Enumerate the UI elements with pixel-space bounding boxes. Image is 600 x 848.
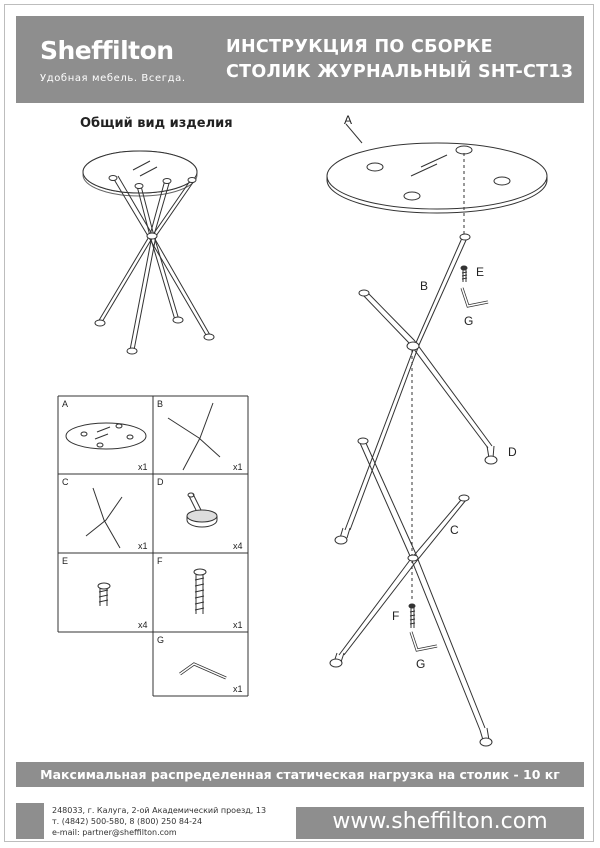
part-f-icon [194,569,206,614]
bolt-f-drawing [409,604,415,628]
part-g-qty: x1 [233,684,243,694]
title-line-2: СТОЛИК ЖУРНАЛЬНЫЙ SHT-CT13 [226,62,574,82]
callout-b: B [420,279,429,293]
part-a-qty: x1 [138,462,148,472]
part-d-icon [187,493,217,527]
leg-frame-c-drawing [330,438,492,746]
part-c-letter: C [62,477,69,487]
part-a-letter: A [62,399,69,409]
brand-tagline: Удобная мебель. Всегда. [40,73,186,84]
part-g-letter: G [157,635,165,645]
part-f-letter: F [157,556,163,566]
part-g-icon [180,664,226,678]
part-d-qty: x4 [233,541,243,551]
contact-address: 248033, г. Калуга, 2-ой Академический проезд, 13 [52,806,267,815]
callout-a: A [344,113,353,127]
exploded-glass-top [327,124,547,213]
contact-phones: т. (4842) 500-580, 8 (800) 250 84-24 [52,817,203,826]
contact-email[interactable]: e-mail: partner@sheffilton.com [52,828,177,837]
part-c-icon [86,488,122,548]
overview-table-illustration [83,151,214,354]
callout-g-lower: G [416,657,426,671]
part-c-qty: x1 [138,541,148,551]
callout-c: C [450,523,459,537]
part-b-letter: B [157,399,164,409]
load-note-bar [16,762,584,787]
website-bar [296,807,584,839]
overview-label: Общий вид изделия [80,116,233,131]
part-b-icon [168,403,220,470]
footer-grey-block [16,803,44,839]
part-b-qty: x1 [233,462,243,472]
title-line-1: ИНСТРУКЦИЯ ПО СБОРКЕ [226,37,493,57]
callout-d: D [508,445,517,459]
brand-logo: Sheffilton [40,36,174,65]
callout-e: E [476,265,485,279]
part-e-letter: E [62,556,69,566]
load-note-text: Максимальная распределенная статическая нагрузка на столик - 10 кг [40,767,560,782]
part-e-icon [98,583,110,606]
website-link[interactable]: www.sheffilton.com [332,809,548,834]
part-d-letter: D [157,477,164,487]
callout-g-upper: G [464,314,474,328]
leg-frame-b-drawing [335,234,497,544]
callout-f: F [392,609,400,623]
screw-e-drawing [461,266,467,282]
part-f-qty: x1 [233,620,243,630]
part-a-icon [66,423,146,449]
part-e-qty: x4 [138,620,148,630]
